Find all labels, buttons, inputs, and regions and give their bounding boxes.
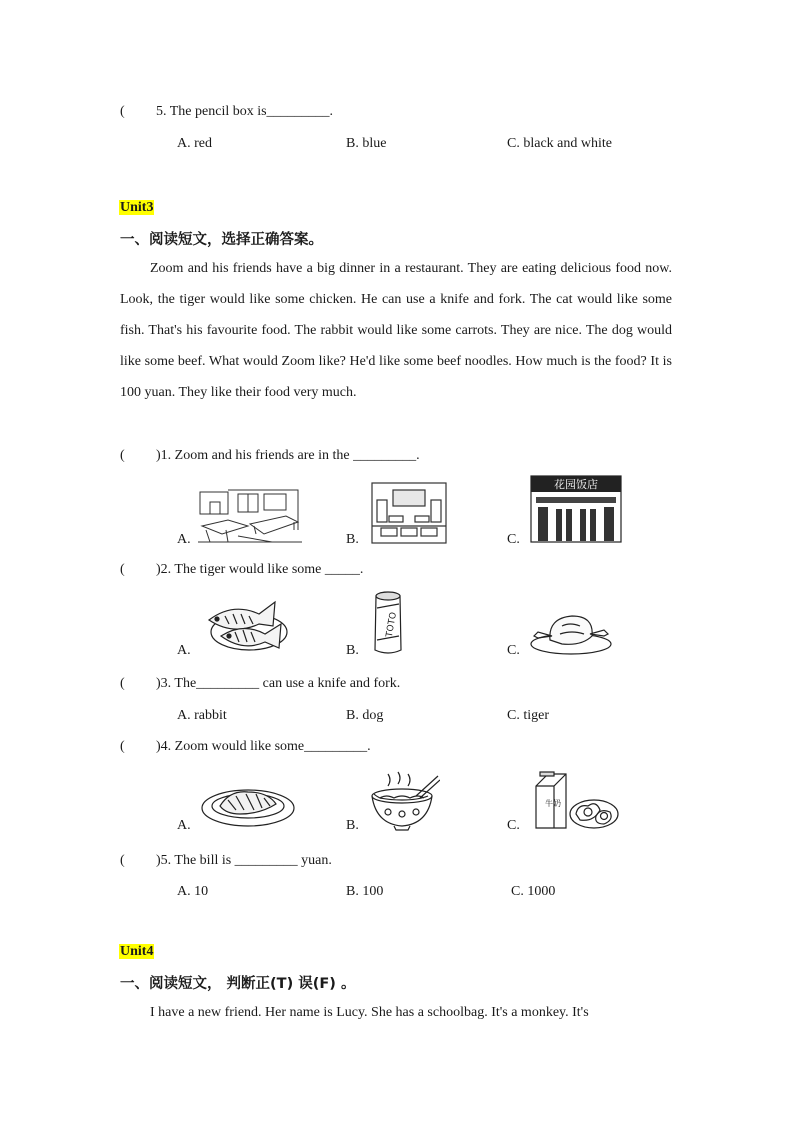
roast-chicken-image bbox=[530, 606, 612, 656]
noodle-bowl-image bbox=[368, 768, 440, 832]
question-stem: )1. Zoom and his friends are in the _________. bbox=[156, 448, 420, 463]
option-c: C. black and white bbox=[507, 136, 612, 151]
svg-text:牛奶: 牛奶 bbox=[545, 799, 561, 808]
unit4-label: Unit4 bbox=[120, 944, 154, 959]
option-b: B. blue bbox=[346, 136, 387, 151]
option-a: A. bbox=[177, 818, 191, 833]
option-a: A. 10 bbox=[177, 884, 209, 899]
option-c: C. bbox=[507, 532, 520, 547]
question-stem: )5. The bill is _________ yuan. bbox=[156, 853, 332, 868]
question-paren: ( bbox=[120, 104, 125, 119]
question-paren: ( bbox=[120, 562, 125, 577]
option-c: C. 1000 bbox=[511, 884, 556, 899]
option-a: A. bbox=[177, 532, 191, 547]
svg-text:TOTO: TOTO bbox=[384, 611, 400, 638]
question-paren: ( bbox=[120, 676, 125, 691]
option-c: C. bbox=[507, 818, 520, 833]
question-paren: ( bbox=[120, 448, 125, 463]
living-room-image bbox=[198, 486, 302, 544]
option-b: B. bbox=[346, 643, 359, 658]
unit3-label: Unit3 bbox=[120, 200, 154, 215]
unit3-heading: 一、阅读短文，选择正确答案。 bbox=[120, 232, 323, 248]
question-paren: ( bbox=[120, 853, 125, 868]
option-a: A. rabbit bbox=[177, 708, 227, 723]
question-paren: ( bbox=[120, 739, 125, 754]
option-b: B. 100 bbox=[346, 884, 384, 899]
unit4-passage: I have a new friend. Her name is Lucy. She has a schoolbag. It's a monkey. It's bbox=[150, 1005, 589, 1020]
option-c: C. tiger bbox=[507, 708, 549, 723]
question-stem: 5. The pencil box is_________. bbox=[156, 104, 334, 119]
option-b: B. bbox=[346, 818, 359, 833]
unit4-heading: 一、阅读短文， 判断正(T) 误(F) 。 bbox=[120, 976, 356, 992]
fish-image bbox=[203, 592, 289, 656]
option-a: A. bbox=[177, 643, 191, 658]
unit3-passage: Zoom and his friends have a big dinner in a restaurant. They are eating delicious food now. Look, the tiger would like some chicken. He can use a knife and fork. The cat would like some fish. That's his favourite food. The rabbit would like some carrots. They are nice. The dog would like some beef. What would Zoom like? He'd like some beef noodles. How much is the food? It is 100 yuan. They like their food very much. bbox=[120, 261, 672, 400]
option-c: C. bbox=[507, 643, 520, 658]
question-stem: )4. Zoom would like some_________. bbox=[156, 739, 371, 754]
soda-can-image bbox=[371, 590, 405, 656]
option-a: A. red bbox=[177, 136, 212, 151]
svg-text:花园饭店: 花园饭店 bbox=[554, 478, 598, 491]
beef-plate-image bbox=[200, 778, 296, 830]
classroom-image bbox=[371, 482, 447, 544]
option-b: B. dog bbox=[346, 708, 384, 723]
question-stem: )3. The_________ can use a knife and fork. bbox=[156, 676, 401, 691]
milk-and-eggs-image bbox=[528, 770, 620, 832]
option-b: B. bbox=[346, 532, 359, 547]
question-stem: )2. The tiger would like some _____. bbox=[156, 562, 364, 577]
restaurant-image bbox=[530, 475, 622, 543]
